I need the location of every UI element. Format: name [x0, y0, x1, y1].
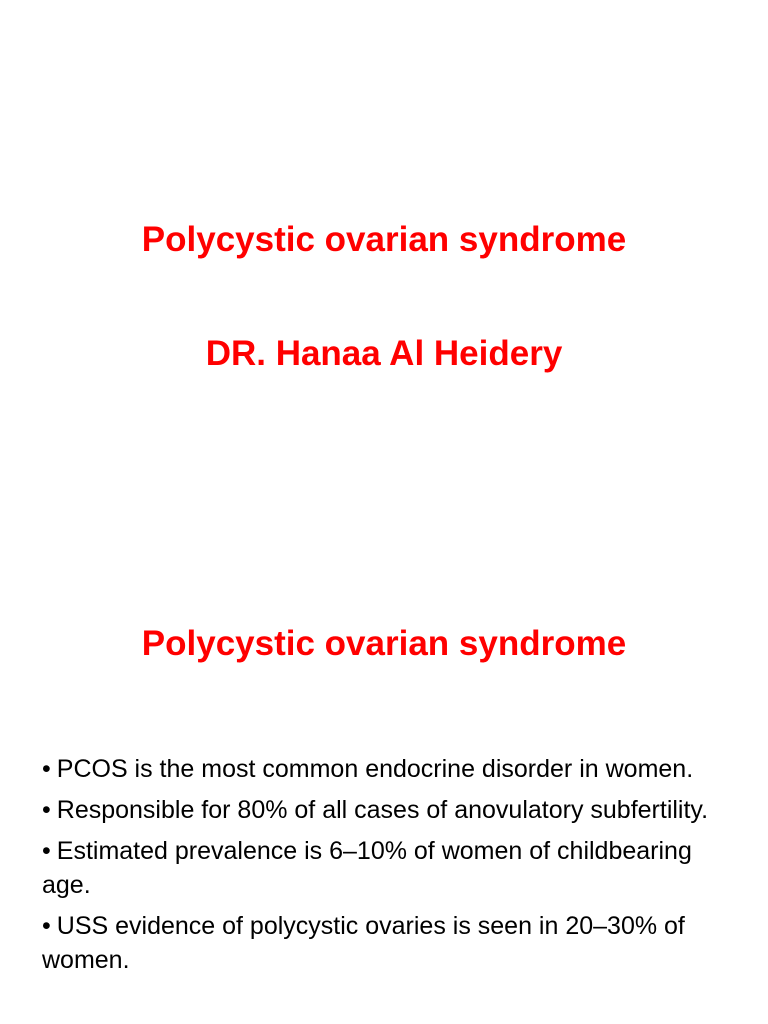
bullet-list [42, 752, 742, 984]
content-slide [0, 576, 768, 1024]
bullet-marker: • [42, 796, 51, 824]
bullet-marker: • [42, 912, 51, 940]
bullet-item [42, 752, 742, 786]
bullet-text: PCOS is the most common endocrine disorder in women. [56, 755, 694, 783]
bullet-item [42, 909, 742, 977]
bullet-item [42, 834, 742, 902]
slide-title: Polycystic ovarian syndrome [141, 220, 627, 259]
bullet-marker: • [42, 837, 51, 865]
bullet-text: Estimated prevalence is 6–10% of women of childbearing age. [42, 837, 692, 899]
slide-title: Polycystic ovarian syndrome [141, 624, 627, 663]
bullet-item [42, 793, 742, 827]
bullet-text: Responsible for 80% of all cases of anovulatory subfertility. [56, 796, 709, 824]
bullet-text: USS evidence of polycystic ovaries is seen in 20–30% of women. [42, 912, 685, 974]
author-name: DR. Hanaa Al Heidery [205, 334, 563, 373]
bullet-marker: • [42, 755, 51, 783]
